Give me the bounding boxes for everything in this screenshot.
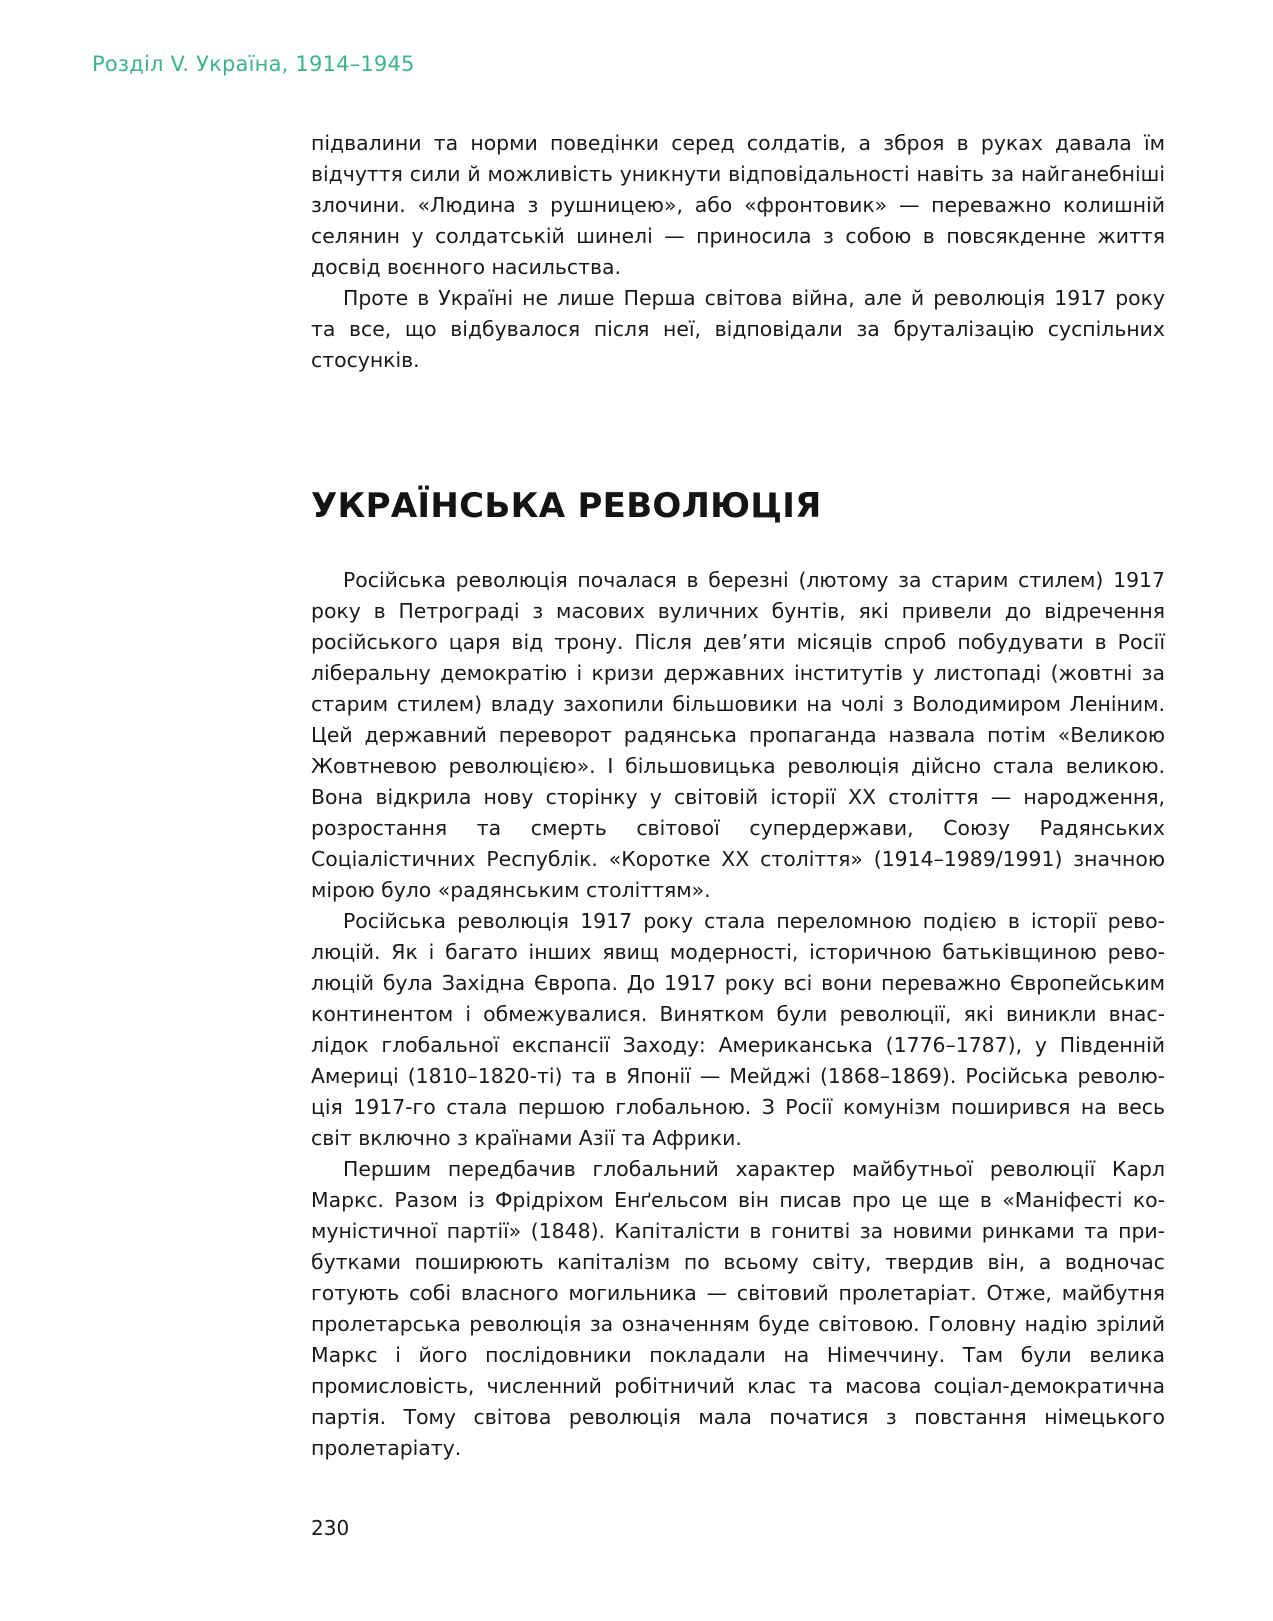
section-title: УКРАЇНСЬКА РЕВОЛЮЦІЯ bbox=[311, 486, 822, 526]
section-paragraph-1: Російська революція почалася в березні (лютому за старим стилем) 1917 року в Петрограді з масових вуличних бунтів, які привели до відречення російського царя від трону. Після дев’яти місяців спроб побудувати в Росії ліберальну демократію і кризи державних інститутів у листопаді (жовтні за старим стилем) владу захопили більшовики на чолі з Володимиром Леніним. Цей державний переворот радянська пропаганда назвала потім «Великою Жовтневою революцією». І більшовицька революція дійсно стала великою. Вона відкрила нову сторінку у світовій історії ХХ століття — народження, розростання та смерть світової супердержави, Союзу Радянських Соціалістичних Республік. «Коротке ХХ століття» (1914–1989/1991) значною мірою було «радянським століттям». bbox=[311, 568, 1165, 902]
section-paragraph-2: Російська революція 1917 року стала переломною подією в історії революцій. Як і багато інших явищ модерності, історичною батьківщиною революцій була Західна Європа. До 1917 року всі вони переважно Європейським континентом і обмежувалися. Винятком були революції, які виникли внаслідок глобальної експансії Заходу: Американська (1776–1787), у Південній Америці (1810–1820-ті) та в Японії — Мейджі (1868–1869). Російська революція 1917-го стала першою глобальною. З Росії комунізм поширився на весь світ включно з країнами Азії та Африки. bbox=[311, 909, 1165, 1150]
intro-text-block bbox=[311, 128, 1165, 376]
section-paragraph-3: Першим передбачив глобальний характер майбутньої революції Карл Маркс. Разом із Фрідріхом Енґельсом він писав про це ще в «Маніфесті комуністичної партії» (1848). Капіталісти в гонитві за новими ринками та прибутками поширюють капіталізм по всьому світу, твердив він, а водночас готують собі власного могильника — світовий пролетаріат. Отже, майбутня пролетарська революція за означенням буде світовою. Головну надію зрілий Маркс і його послідовники покладали на Німеччину. Там були велика промисловість, численний робітничий клас та масова соціал-демократична партія. Тому світова революція мала початися з повстання німецького пролетаріату. bbox=[311, 1157, 1165, 1460]
intro-paragraph-2: Проте в Україні не лише Перша світова війна, але й революція 1917 року та все, що відбувалося після неї, відповідали за бруталізацію суспільних стосунків. bbox=[311, 286, 1165, 372]
intro-paragraph-1: підвалини та норми поведінки серед солдатів, а зброя в руках давала їм відчуття сили й можливість уникнути відповідальності навіть за найганебніші злочини. «Людина з рушницею», або «фронтовик» — переважно колишній селянин у солдатській шинелі — приносила з собою в повсякденне життя досвід воєнного насильства. bbox=[311, 131, 1165, 279]
section-text-block bbox=[311, 565, 1165, 1464]
running-head: Розділ V. Україна, 1914–1945 bbox=[92, 52, 415, 76]
page-number: 230 bbox=[311, 1516, 350, 1540]
